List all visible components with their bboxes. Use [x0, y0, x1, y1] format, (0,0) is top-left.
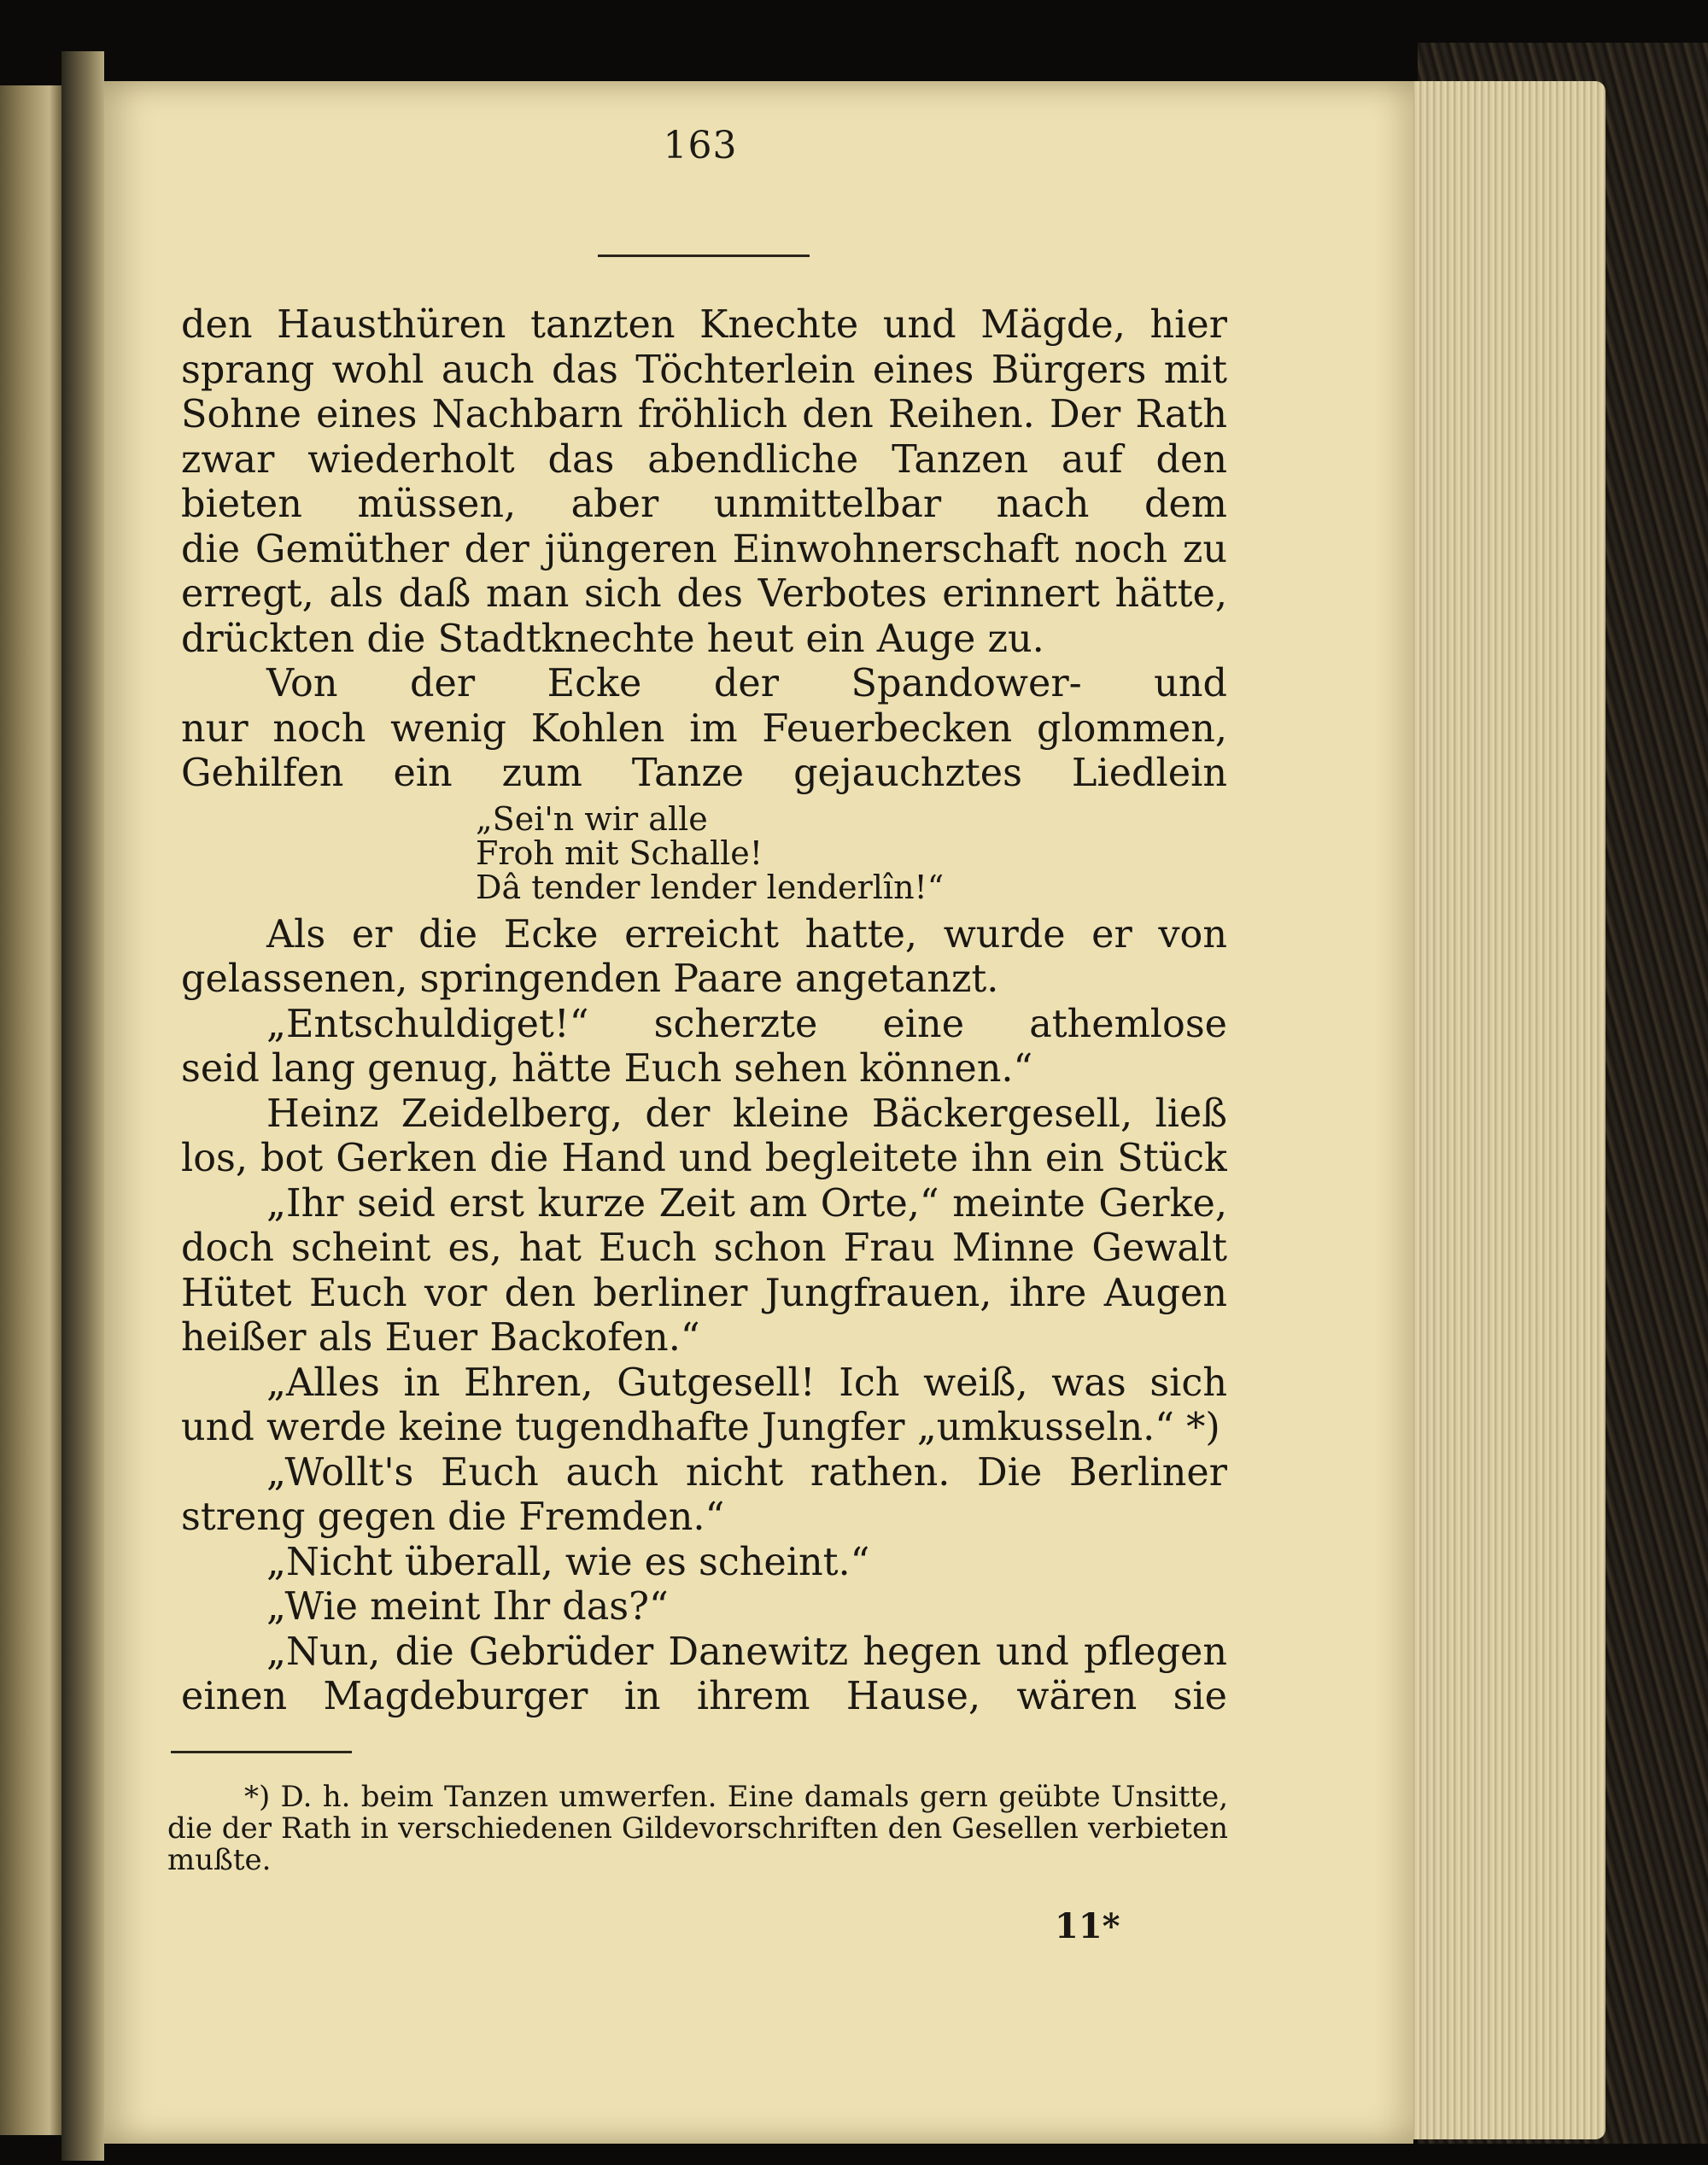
text-line: doch scheint es, hat Euch schon Frau Minne Gewalt: [181, 1226, 1227, 1270]
verse-line: „Sei'n wir alle: [476, 801, 708, 836]
footnote-line: die der Rath in verschiedenen Gildevorschriften den Gesellen verbieten: [167, 1813, 1228, 1845]
verse-line: Froh mit Schalle!: [476, 835, 763, 870]
text-line: streng gegen die Fremden.“: [181, 1495, 725, 1539]
verse-line: Dâ tender lender lenderlîn!“: [476, 869, 945, 904]
text-line: „Wie meint Ihr das?“: [266, 1585, 669, 1629]
body-text: [181, 303, 1227, 1720]
text-line: Sohne eines Nachbarn fröhlich den Reihen. Der Rath: [181, 393, 1227, 436]
text-line: „Alles in Ehren, Gutgesell! Ich weiß, was sich: [266, 1360, 1227, 1405]
text-line: Heinz Zeidelberg, der kleine Bäckergesell, ließ: [266, 1091, 1227, 1136]
text-line: und werde keine tugendhafte Jungfer „umkusseln.“ *): [181, 1406, 1220, 1449]
text-line: „Entschuldiget!“ scherzte eine athemlose: [266, 1002, 1227, 1046]
footnote-line: mußte.: [167, 1845, 272, 1876]
text-line: einen Magdeburger in ihrem Hause, wären sie: [181, 1675, 1227, 1718]
text-line: Hütet Euch vor den berliner Jungfrauen, ihre Augen: [181, 1271, 1227, 1315]
text-line: Als er die Ecke erreicht hatte, wurde er von: [266, 912, 1227, 957]
text-line: erregt, als daß man sich des Verbotes erinnert hätte,: [181, 572, 1227, 616]
header-rule: [598, 255, 810, 257]
text-line: Gehilfen ein zum Tanze gejauchztes Liedlein: [181, 752, 1227, 795]
verse: [181, 797, 1227, 913]
text-line: Von der Ecke der Spandower- und: [266, 662, 1227, 705]
footnote: [167, 1782, 1228, 1876]
book-gutter: [61, 51, 104, 2161]
text-line: los, bot Gerken die Hand und begleitete ihn ein Stück: [181, 1137, 1227, 1180]
page-number: 163: [663, 124, 738, 167]
text-line: seid lang genug, hätte Euch sehen können.“: [181, 1047, 1033, 1091]
text-line: nur noch wenig Kohlen im Feuerbecken glommen,: [181, 706, 1227, 751]
footnote-rule: [171, 1751, 352, 1753]
text-line: die Gemüther der jüngeren Einwohnerschaft noch zu: [181, 527, 1227, 571]
text-line: zwar wiederholt das abendliche Tanzen auf den: [181, 437, 1227, 482]
previous-page-edge: [0, 85, 61, 2135]
text-line: „Nun, die Gebrüder Danewitz hegen und pflegen: [266, 1630, 1227, 1674]
text-line: sprang wohl auch das Töchterlein eines Bürgers mit: [181, 348, 1227, 392]
text-line: den Hausthüren tanzten Knechte und Mägde, hier: [181, 303, 1227, 347]
text-line: gelassenen, springenden Paare angetanzt.: [181, 957, 999, 1001]
page-stack-edge: [1409, 81, 1606, 2139]
text-line: heißer als Euer Backofen.“: [181, 1316, 700, 1360]
text-line: drückten die Stadtknechte heut ein Auge zu.: [181, 617, 1044, 661]
text-line: „Ihr seid erst kurze Zeit am Orte,“ meinte Gerke,: [266, 1181, 1227, 1226]
footnote-line: *) D. h. beim Tanzen umwerfen. Eine damals gern geübte Unsitte,: [244, 1782, 1228, 1813]
sheet-signature: 11*: [1055, 1906, 1120, 1946]
text-line: bieten müssen, aber unmittelbar nach dem: [181, 483, 1227, 526]
text-line: „Wollt's Euch auch nicht rathen. Die Berliner: [266, 1450, 1227, 1495]
text-line: „Nicht überall, wie es scheint.“: [266, 1540, 870, 1584]
